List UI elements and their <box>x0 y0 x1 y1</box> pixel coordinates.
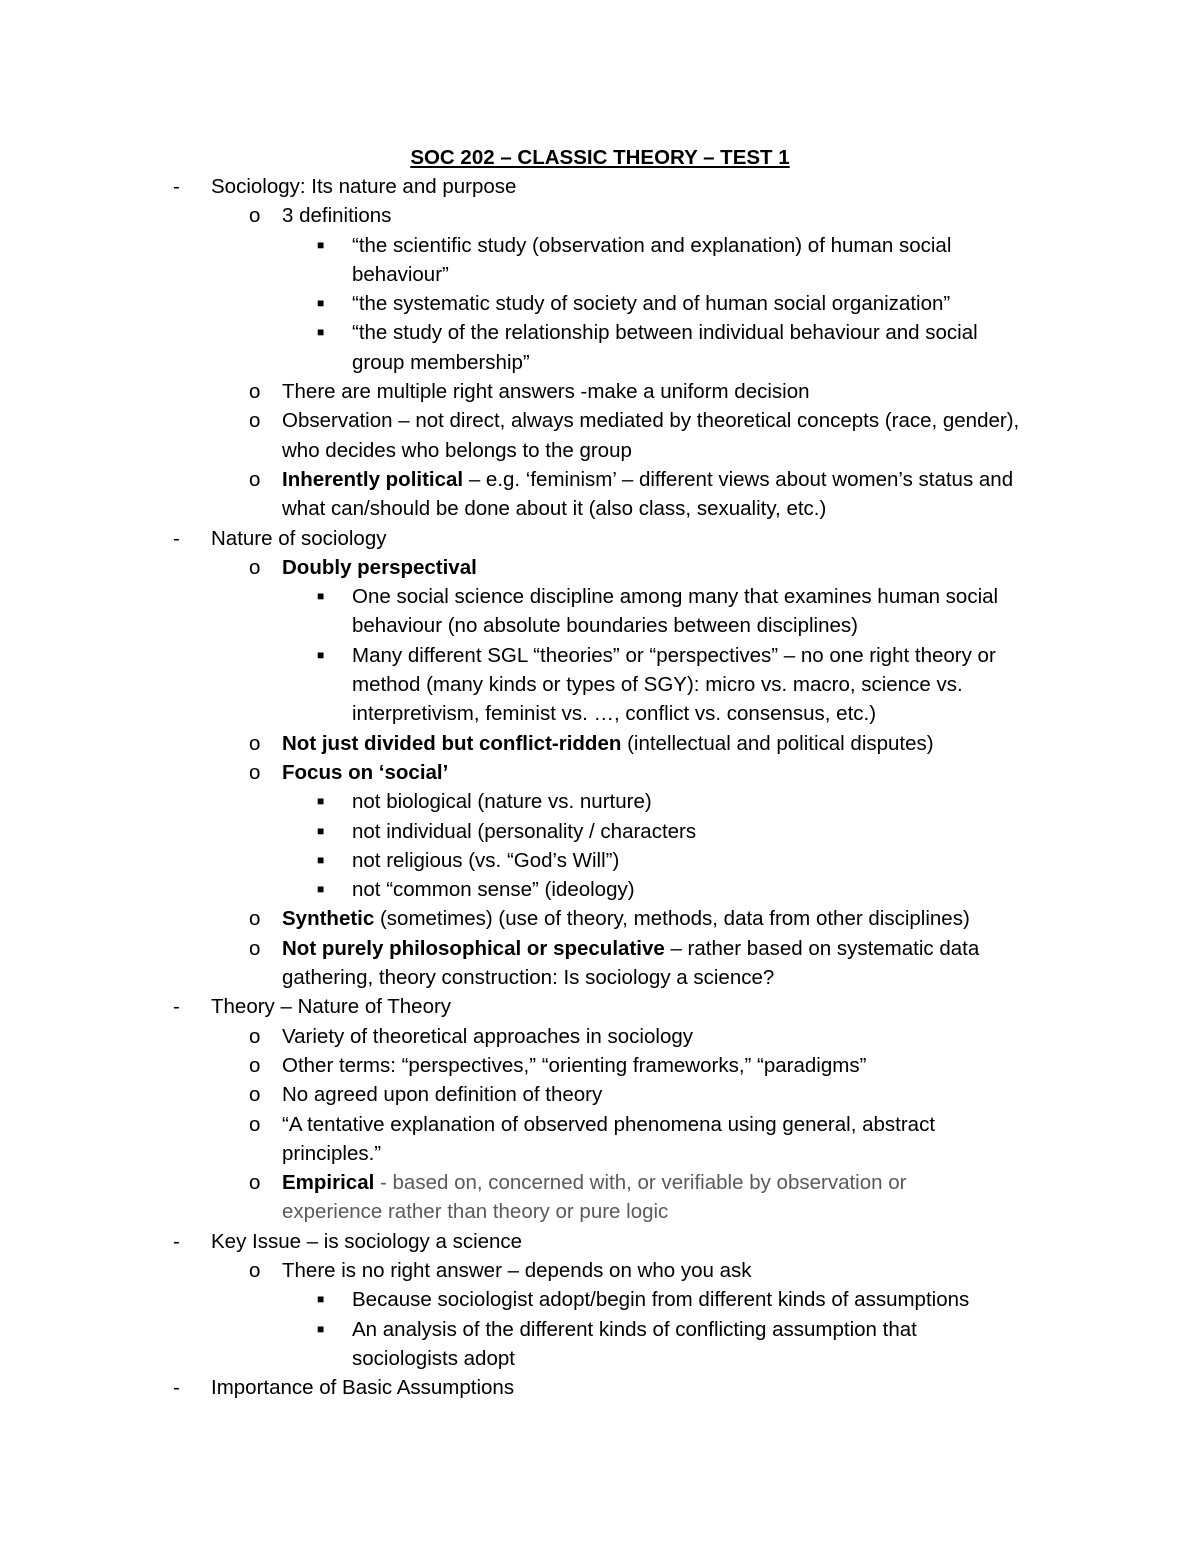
outline-text: “the systematic study of society and of human social organization” <box>352 292 951 316</box>
outline-line-level-3 <box>0 670 1200 699</box>
outline-text: “the scientific study (observation and explanation) of human social <box>352 233 952 257</box>
outline-line-level-3 <box>0 641 1200 670</box>
bullet-marker: o <box>249 760 261 784</box>
outline-text: There is no right answer – depends on who you ask <box>282 1258 752 1282</box>
outline-line-level-2 <box>0 494 1200 523</box>
outline-line-level-2 <box>0 1110 1200 1139</box>
outline-text: Variety of theoretical approaches in sociology <box>282 1024 693 1048</box>
bullet-marker: o <box>249 907 261 931</box>
outline-line-level-2 <box>0 1139 1200 1168</box>
bullet-marker: o <box>249 731 261 755</box>
definition-text: - based on, concerned with, or verifiable by observation or <box>374 1171 907 1195</box>
outline-line-level-2 <box>0 465 1200 494</box>
outline-text: who decides who belongs to the group <box>282 438 632 462</box>
bullet-marker: o <box>249 1171 261 1195</box>
outline-line-level-2 <box>0 377 1200 406</box>
bullet-marker: o <box>249 1024 261 1048</box>
outline-text <box>282 758 448 787</box>
outline-line-level-2 <box>0 1256 1200 1285</box>
outline-line-level-2 <box>0 1197 1200 1226</box>
outline-text: behaviour” <box>352 262 449 286</box>
outline-line-level-3 <box>0 817 1200 846</box>
bullet-marker: ■ <box>317 237 325 252</box>
bullet-marker: o <box>249 467 261 491</box>
outline-text: Nature of sociology <box>211 526 387 550</box>
bold-term: Empirical <box>282 1171 375 1195</box>
outline-line-level-2 <box>0 758 1200 787</box>
outline-line-level-3 <box>0 1285 1200 1314</box>
outline-text: Theory – Nature of Theory <box>211 995 452 1019</box>
outline-line-level-3 <box>0 875 1200 904</box>
bold-term: Focus on ‘social’ <box>282 760 449 784</box>
outline-line-level-2 <box>0 934 1200 963</box>
bold-term: Synthetic <box>282 907 375 931</box>
outline-text: interpretivism, feminist vs. …, conflict vs. consensus, etc.) <box>352 702 877 726</box>
outline-line-level-3 <box>0 582 1200 611</box>
outline-text: Inherently political – e.g. ‘feminism’ – different views about women’s status and <box>282 467 1014 491</box>
outline-line-level-2 <box>0 1168 1200 1197</box>
bullet-marker: ■ <box>317 589 325 604</box>
bullet-marker: - <box>173 995 180 1019</box>
outline-line-level-2 <box>0 1051 1200 1080</box>
bullet-marker: ■ <box>317 1292 325 1307</box>
outline-line-level-2 <box>0 201 1200 230</box>
outline-line-level-3 <box>0 289 1200 318</box>
outline-text: Not just divided but conflict-ridden (intellectual and political disputes) <box>282 731 934 755</box>
bullet-marker: - <box>173 1376 180 1400</box>
outline-text: not biological (nature vs. nurture) <box>352 790 652 814</box>
outline-text: gathering, theory construction: Is sociology a science? <box>282 966 775 990</box>
outline-text: not religious (vs. “God’s Will”) <box>352 848 620 872</box>
outline-text: Sociology: Its nature and purpose <box>211 175 517 198</box>
bullet-marker: ■ <box>317 325 325 340</box>
outline-line-level-3 <box>0 1315 1200 1344</box>
outline-line-level-2 <box>0 436 1200 465</box>
bullet-marker: - <box>173 526 180 550</box>
bullet-marker: ■ <box>317 823 325 838</box>
outline-text: Observation – not direct, always mediated by theoretical concepts (race, gender), <box>282 409 1020 433</box>
bullet-marker: o <box>249 1083 261 1107</box>
outline-line-level-2 <box>0 1080 1200 1109</box>
bullet-marker: o <box>249 409 261 433</box>
outline-line-level-2 <box>0 1022 1200 1051</box>
outline-text: “A tentative explanation of observed phenomena using general, abstract <box>282 1112 936 1136</box>
outline-text: There are multiple right answers -make a uniform decision <box>282 380 810 404</box>
bullet-marker: o <box>249 936 261 960</box>
outline-line-level-3 <box>0 318 1200 347</box>
outline-text <box>282 1197 668 1226</box>
outline-line-level-1 <box>0 172 1200 201</box>
outline-line-level-3 <box>0 260 1200 289</box>
bullet-marker: ■ <box>317 1321 325 1336</box>
bullet-marker: ■ <box>317 296 325 311</box>
outline-line-level-1 <box>0 524 1200 553</box>
bullet-marker: o <box>249 555 261 579</box>
outline-text: not individual (personality / characters <box>352 819 697 843</box>
outline-text: what can/should be done about it (also class, sexuality, etc.) <box>282 497 827 521</box>
definition-text: experience rather than theory or pure logic <box>282 1200 669 1224</box>
outline-text: 3 definitions <box>282 204 392 228</box>
bullet-marker: ■ <box>317 794 325 809</box>
outline-text: Because sociologist adopt/begin from different kinds of assumptions <box>352 1288 970 1312</box>
outline-text: Other terms: “perspectives,” “orienting frameworks,” “paradigms” <box>282 1053 867 1077</box>
outline-text: No agreed upon definition of theory <box>282 1083 603 1107</box>
outline-line-level-1 <box>0 1227 1200 1256</box>
outline-line-level-2 <box>0 904 1200 933</box>
bullet-marker: ■ <box>317 882 325 897</box>
outline-text: “the study of the relationship between individual behaviour and social <box>352 321 978 345</box>
outline-text: Synthetic (sometimes) (use of theory, methods, data from other disciplines) <box>282 907 970 931</box>
outline-line-level-2 <box>0 729 1200 758</box>
outline-list <box>0 172 1200 1402</box>
outline-line-level-3 <box>0 1344 1200 1373</box>
outline-line-level-3 <box>0 611 1200 640</box>
bullet-marker: o <box>249 1258 261 1282</box>
outline-text <box>282 1168 906 1197</box>
outline-line-level-1 <box>0 1373 1200 1402</box>
outline-line-level-3 <box>0 787 1200 816</box>
outline-line-level-3 <box>0 846 1200 875</box>
outline-line-level-2 <box>0 553 1200 582</box>
outline-text: behaviour (no absolute boundaries between disciplines) <box>352 614 858 638</box>
bullet-marker: o <box>249 204 261 228</box>
outline-text: method (many kinds or types of SGY): micro vs. macro, science vs. <box>352 673 963 697</box>
outline-line-level-2 <box>0 963 1200 992</box>
bullet-marker: o <box>249 1112 261 1136</box>
bullet-marker: o <box>249 1053 261 1077</box>
outline-text <box>282 553 477 582</box>
outline-line-level-3 <box>0 231 1200 260</box>
outline-text: group membership” <box>352 350 530 374</box>
bold-term: Not just divided but conflict-ridden <box>282 731 622 755</box>
outline-text: An analysis of the different kinds of conflicting assumption that <box>352 1317 917 1341</box>
outline-line-level-1 <box>0 992 1200 1021</box>
outline-text: Importance of Basic Assumptions <box>211 1376 515 1400</box>
bullet-marker: o <box>249 380 261 404</box>
outline-text: Key Issue – is sociology a science <box>211 1229 523 1253</box>
outline-text: Not purely philosophical or speculative – rather based on systematic data <box>282 936 980 960</box>
bullet-marker: ■ <box>317 852 325 867</box>
outline-text: principles.” <box>282 1141 382 1165</box>
outline-text: One social science discipline among many that examines human social <box>352 585 999 609</box>
outline-text: Many different SGL “theories” or “perspectives” – no one right theory or <box>352 643 996 667</box>
bold-term: Doubly perspectival <box>282 555 477 579</box>
bullet-marker: - <box>173 1229 180 1253</box>
outline-text: sociologists adopt <box>352 1346 515 1370</box>
bold-term: Not purely philosophical or speculative <box>282 936 665 960</box>
outline-line-level-2 <box>0 406 1200 435</box>
bullet-marker: - <box>173 175 180 198</box>
outline-text: not “common sense” (ideology) <box>352 878 635 902</box>
bold-term: Inherently political <box>282 467 464 491</box>
bullet-marker: ■ <box>317 647 325 662</box>
outline-line-level-3 <box>0 348 1200 377</box>
document-title: SOC 202 – CLASSIC THEORY – TEST 1 <box>410 146 790 169</box>
outline-line-level-3 <box>0 699 1200 728</box>
